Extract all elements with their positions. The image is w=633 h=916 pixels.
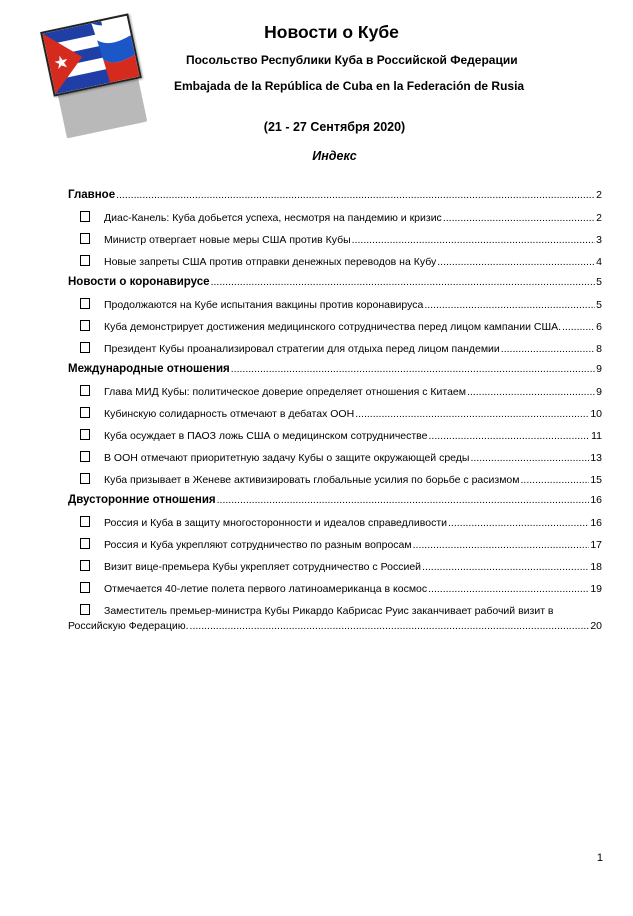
toc-entry-page: 20 (590, 620, 602, 632)
toc-entry-label: Куба призывает в Женеве активизировать глобальные усилия по борьбе с расизмом (104, 474, 520, 486)
toc-page-number: 6 (596, 321, 602, 333)
toc-entry-item[interactable] (68, 232, 602, 254)
page-number: 1 (596, 852, 603, 864)
toc-page-number: 11 (591, 430, 602, 442)
dot-leader (470, 452, 589, 464)
bullet-icon (80, 473, 90, 484)
toc-entry-item[interactable] (68, 428, 602, 450)
toc-section[interactable] (68, 276, 602, 297)
bullet-icon (80, 320, 90, 331)
dot-leader (352, 234, 595, 246)
dot-leader (562, 321, 595, 333)
index-heading: Индекс (312, 149, 357, 163)
toc-entry-label: Куба демонстрирует достижения медицинского сотрудничества перед лицом кампании США. (104, 321, 561, 333)
bullet-icon (80, 582, 90, 593)
toc-entry-label: Россия и Куба укрепляют сотрудничество по разным вопросам (104, 539, 412, 551)
date-range: (21 - 27 Сентября 2020) (263, 120, 406, 134)
toc-entry-label: В ООН отмечают приоритетную задачу Кубы о защите окружающей среды (104, 452, 470, 464)
bullet-icon (80, 560, 90, 571)
toc-entry-label: Отмечается 40-летие полета первого латиноамериканца в космос (104, 583, 428, 595)
subtitle-russian: Посольство Республики Куба в Российской Федерации (186, 53, 518, 67)
toc-page-number: 13 (590, 452, 602, 464)
toc-page-number: 5 (596, 299, 602, 311)
toc-entry-item[interactable] (68, 319, 602, 341)
toc-entry-label: Кубинскую солидарность отмечают в дебатах ООН (104, 408, 355, 420)
bullet-icon (80, 385, 90, 396)
toc-page-number: 9 (596, 386, 602, 398)
dot-leader (443, 212, 595, 224)
toc-entry-label: Министр отвергает новые меры США против Кубы (104, 234, 351, 246)
dot-leader (413, 539, 590, 551)
toc-page-number: 19 (590, 583, 602, 595)
toc-entry-label: Диас-Канель: Куба добьется успеха, несмотря на пандемию и кризис (104, 212, 442, 224)
bullet-icon (80, 407, 90, 418)
toc-page-number: 18 (590, 561, 602, 573)
toc-page-number: 5 (596, 276, 602, 288)
toc-entry-label: Продолжаются на Кубе испытания вакцины против коронавируса (104, 299, 424, 311)
table-of-contents (68, 189, 602, 638)
dot-leader (424, 299, 595, 311)
toc-entry-label: Новые запреты США против отправки денежных переводов на Кубу (104, 256, 437, 268)
toc-entry-item[interactable] (68, 472, 602, 494)
toc-entry-item[interactable] (68, 297, 602, 319)
toc-page-number: 16 (590, 517, 602, 529)
dot-leader (190, 620, 590, 632)
dot-leader (355, 408, 589, 420)
toc-entry-item[interactable] (68, 537, 602, 559)
dot-leader (437, 256, 595, 268)
toc-section[interactable] (68, 189, 602, 210)
toc-page-number: 2 (596, 189, 602, 201)
bullet-icon (80, 255, 90, 266)
toc-section-label: Двусторонние отношения (68, 494, 216, 506)
toc-entry-item[interactable] (68, 581, 602, 603)
toc-page-number: 3 (596, 234, 602, 246)
bullet-icon (80, 211, 90, 222)
toc-section[interactable] (68, 363, 602, 384)
bullet-icon (80, 342, 90, 353)
dot-leader (429, 430, 591, 442)
toc-page-number: 16 (590, 494, 602, 506)
toc-entry-item[interactable] (68, 210, 602, 232)
toc-entry-label: Россия и Куба в защиту многосторонности и идеалов справедливости (104, 517, 447, 529)
document-title: Новости о Кубе (264, 22, 399, 42)
bullet-icon (80, 298, 90, 309)
dot-leader (467, 386, 595, 398)
bullet-icon (80, 516, 90, 527)
toc-entry-label: Визит вице-премьера Кубы укрепляет сотрудничество с Россией (104, 561, 422, 573)
bullet-icon (80, 429, 90, 440)
toc-section-label: Главное (68, 189, 116, 201)
dot-leader (211, 276, 596, 288)
dot-leader (448, 517, 589, 529)
toc-page-number: 15 (590, 474, 602, 486)
toc-page-number: 8 (596, 343, 602, 355)
toc-entry-item[interactable] (68, 559, 602, 581)
toc-page-number: 2 (596, 212, 602, 224)
bullet-icon (80, 233, 90, 244)
toc-entry-item[interactable] (68, 515, 602, 537)
toc-entry-item[interactable] (68, 384, 602, 406)
toc-page-number: 10 (590, 408, 602, 420)
toc-page-number: 17 (590, 539, 602, 551)
toc-entry-item[interactable] (68, 341, 602, 363)
dot-leader (217, 494, 590, 506)
toc-entry-item[interactable] (68, 450, 602, 472)
toc-entry-label: Глава МИД Кубы: политическое доверие определяет отношения с Китаем (104, 386, 466, 398)
dot-leader (428, 583, 589, 595)
dot-leader (422, 561, 589, 573)
dot-leader (501, 343, 595, 355)
toc-section[interactable] (68, 494, 602, 515)
toc-section-label: Международные отношения (68, 363, 230, 375)
toc-entry-label: Куба осуждает в ПАОЗ ложь США о медицинском сотрудничестве (104, 430, 428, 442)
toc-page-number: 9 (596, 363, 602, 375)
dot-leader (520, 474, 589, 486)
toc-entry-label: Президент Кубы проанализировал стратегии для отдыха перед лицом пандемии (104, 343, 500, 355)
toc-section-label: Новости о коронавирусе (68, 276, 210, 288)
toc-page-number: 4 (596, 256, 602, 268)
bullet-icon (80, 604, 90, 615)
toc-entry-item[interactable] (68, 254, 602, 276)
dot-leader (231, 363, 595, 375)
bullet-icon (80, 451, 90, 462)
toc-entry-label: Заместитель премьер-министра Кубы Рикардо Кабрисас Руис заканчивает рабочий визит в (104, 605, 554, 617)
dot-leader (116, 189, 595, 201)
subtitle-spanish: Embajada de la República de Cuba en la Federación de Rusia (174, 79, 525, 93)
bullet-icon (80, 538, 90, 549)
toc-entry-item[interactable] (68, 603, 602, 638)
toc-entry-label-continued: Российскую Федерацию. (68, 620, 189, 632)
toc-entry-item[interactable] (68, 406, 602, 428)
